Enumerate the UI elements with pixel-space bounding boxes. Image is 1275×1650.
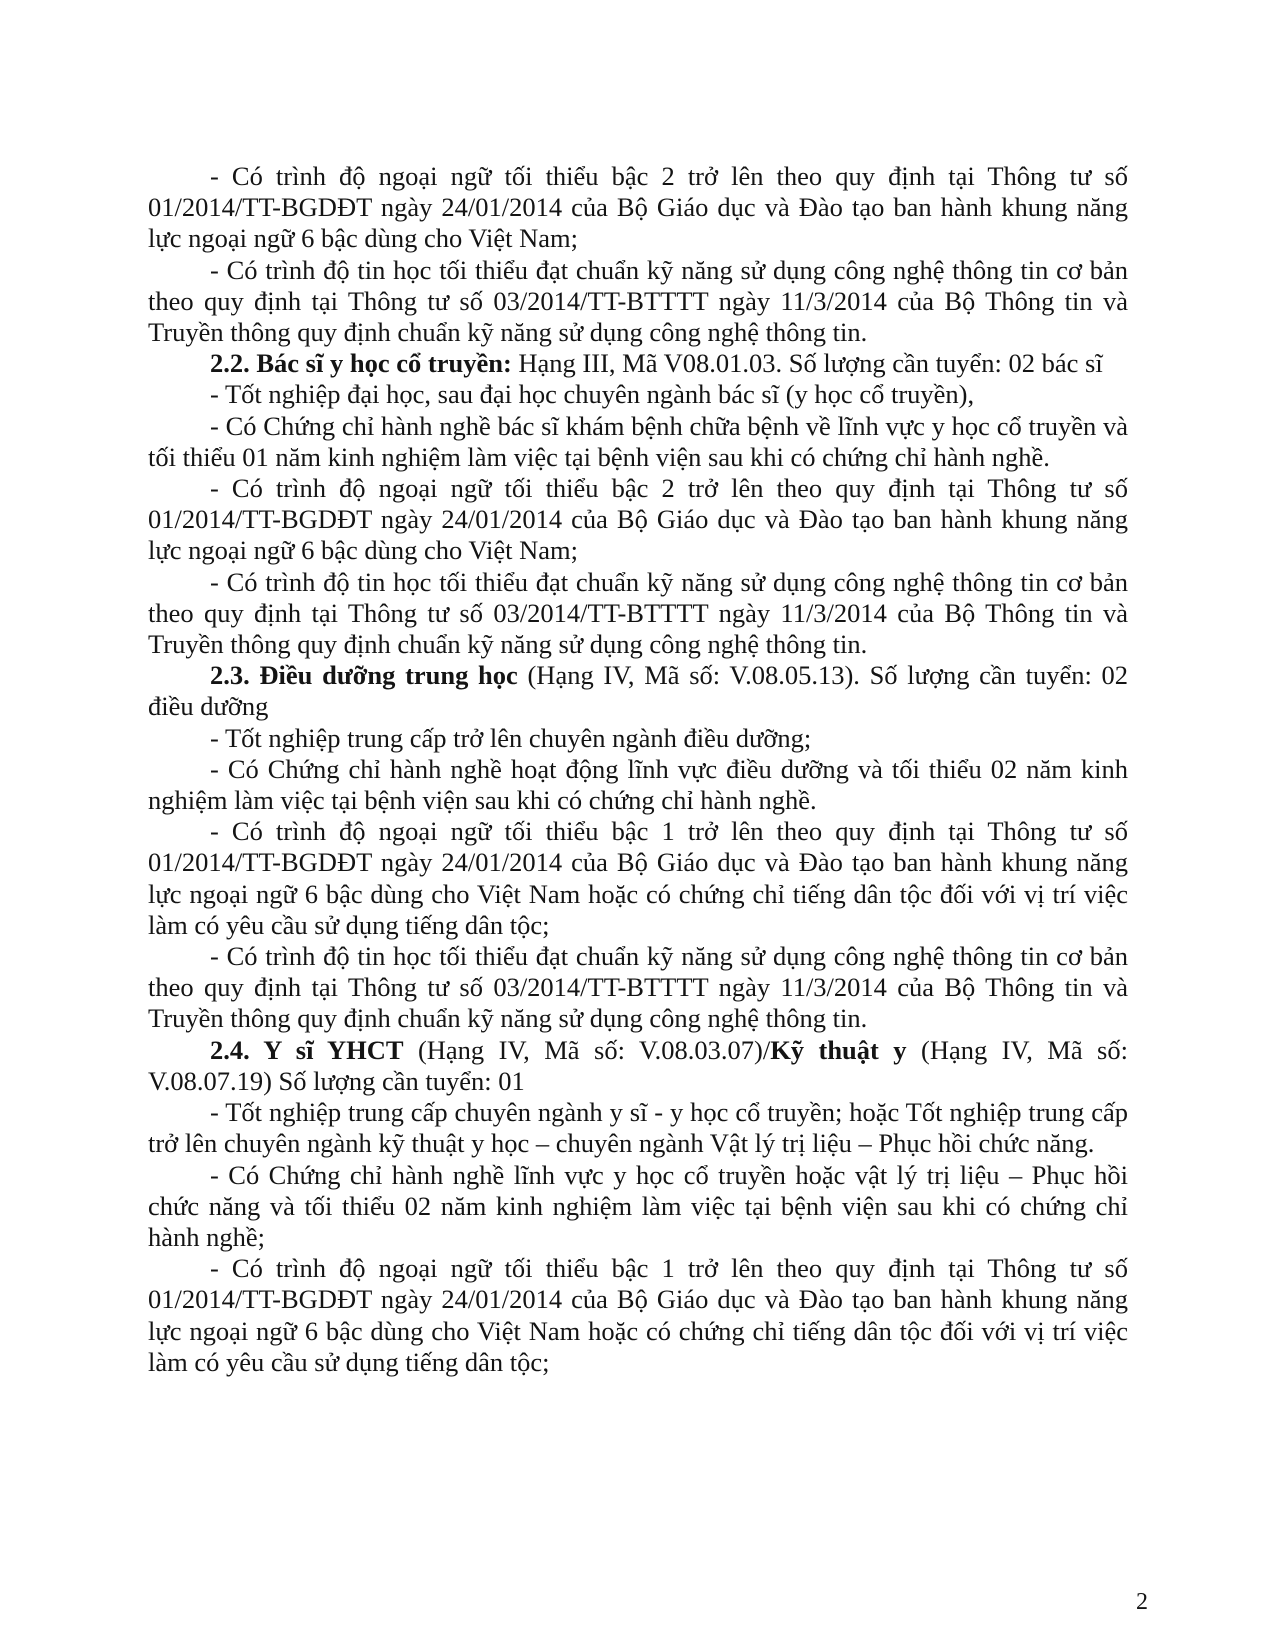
paragraph-it-requirement [148,255,1128,349]
paragraph-foreign-language-requirement [148,816,1128,941]
paragraph-text: - Có trình độ ngoại ngữ tối thiểu bậc 1 trở lên theo quy định tại Thông tư số 01/2014/TT-BGDĐT ngày 24/01/2014 của Bộ Giáo dục và Đào tạo ban hành khung năng lực ngoại ngữ 6 bậc dùng cho Việt Nam hoặc có chứng chỉ tiếng dân tộc đối với vị trí việc làm có yêu cầu sử dụng tiếng dân tộc; [148,1253,1128,1377]
paragraph-text: - Có trình độ tin học tối thiểu đạt chuẩn kỹ năng sử dụng công nghệ thông tin cơ bản theo quy định tại Thông tư số 03/2014/TT-BTTTT ngày 11/3/2014 của Bộ Thông tin và Truyền thông quy định chuẩn kỹ năng sử dụng công nghệ thông tin. [148,566,1128,660]
section-2-4-heading [148,1035,1128,1097]
section-2-2-heading [148,348,1128,379]
paragraph-foreign-language-requirement [148,1253,1128,1378]
section-2-4-text-2: (Hạng IV, Mã số: V.08.07.19) Số lượng cần tuyển: 01 [148,1034,1128,1096]
paragraph-text: - Có trình độ tin học tối thiểu đạt chuẩn kỹ năng sử dụng công nghệ thông tin cơ bản theo quy định tại Thông tư số 03/2014/TT-BTTTT ngày 11/3/2014 của Bộ Thông tin và Truyền thông quy định chuẩn kỹ năng sử dụng công nghệ thông tin. [148,254,1128,348]
section-2-4-text: (Hạng IV, Mã số: V.08.03.07)/ [403,1034,771,1065]
paragraph-license-requirement [148,411,1128,473]
section-2-3-title: 2.3. Điều dưỡng trung học [210,660,518,691]
paragraph-education-requirement [148,1097,1128,1159]
section-2-3-heading [148,660,1128,722]
section-2-3-text: (Hạng IV, Mã số: V.08.05.13). Số lượng cần tuyển: 02 điều dưỡng [148,660,1128,722]
paragraph-foreign-language-requirement [148,473,1128,567]
paragraph-text: - Tốt nghiệp trung cấp chuyên ngành y sĩ - y học cổ truyền; hoặc Tốt nghiệp trung cấp trở lên chuyên ngành kỹ thuật y học – chuyên ngành Vật lý trị liệu – Phục hồi chức năng. [148,1097,1128,1159]
document-body [148,161,1128,1378]
paragraph-text: - Có Chứng chỉ hành nghề lĩnh vực y học cổ truyền hoặc vật lý trị liệu – Phục hồi chức năng và tối thiểu 02 năm kinh nghiệm làm việc tại bệnh viện sau khi có chứng chỉ hành nghề; [148,1159,1128,1252]
paragraph-foreign-language-requirement [148,161,1128,255]
paragraph-it-requirement [148,941,1128,1035]
page-number: 2 [1136,1589,1148,1615]
paragraph-text: - Có trình độ ngoại ngữ tối thiểu bậc 1 trở lên theo quy định tại Thông tư số 01/2014/TT-BGDĐT ngày 24/01/2014 của Bộ Giáo dục và Đào tạo ban hành khung năng lực ngoại ngữ 6 bậc dùng cho Việt Nam hoặc có chứng chỉ tiếng dân tộc đối với vị trí việc làm có yêu cầu sử dụng tiếng dân tộc; [148,816,1128,940]
paragraph-license-requirement [148,754,1128,816]
paragraph-text: - Có trình độ tin học tối thiểu đạt chuẩn kỹ năng sử dụng công nghệ thông tin cơ bản theo quy định tại Thông tư số 03/2014/TT-BTTTT ngày 11/3/2014 của Bộ Thông tin và Truyền thông quy định chuẩn kỹ năng sử dụng công nghệ thông tin. [148,941,1128,1034]
section-2-2-text: Hạng III, Mã V08.01.03. Số lượng cần tuyển: 02 bác sĩ [511,348,1103,379]
paragraph-text: - Có Chứng chỉ hành nghề hoạt động lĩnh vực điều dưỡng và tối thiểu 02 năm kinh nghiệm làm việc tại bệnh viện sau khi có chứng chỉ hành nghề. [148,753,1128,816]
paragraph-text: - Tốt nghiệp trung cấp trở lên chuyên ngành điều dưỡng; [210,722,812,753]
paragraph-text: - Tốt nghiệp đại học, sau đại học chuyên ngành bác sĩ (y học cổ truyền), [210,379,975,410]
section-2-2-title: 2.2. Bác sĩ y học cổ truyền: [210,348,512,379]
paragraph-education-requirement [148,379,1128,410]
paragraph-text: - Có Chứng chỉ hành nghề bác sĩ khám bệnh chữa bệnh về lĩnh vực y học cổ truyền và tối thiểu 01 năm kinh nghiệm làm việc tại bệnh viện sau khi có chứng chỉ hành nghề. [148,410,1128,472]
paragraph-text: - Có trình độ ngoại ngữ tối thiểu bậc 2 trở lên theo quy định tại Thông tư số 01/2014/TT-BGDĐT ngày 24/01/2014 của Bộ Giáo dục và Đào tạo ban hành khung năng lực ngoại ngữ 6 bậc dùng cho Việt Nam; [148,161,1128,254]
paragraph-license-requirement [148,1160,1128,1254]
paragraph-text: - Có trình độ ngoại ngữ tối thiểu bậc 2 trở lên theo quy định tại Thông tư số 01/2014/TT-BGDĐT ngày 24/01/2014 của Bộ Giáo dục và Đào tạo ban hành khung năng lực ngoại ngữ 6 bậc dùng cho Việt Nam; [148,473,1128,566]
paragraph-education-requirement [148,723,1128,754]
section-2-4-title: 2.4. Y sĩ YHCT [210,1034,404,1065]
section-2-4-title-2: Kỹ thuật y [770,1034,907,1065]
paragraph-it-requirement [148,567,1128,661]
